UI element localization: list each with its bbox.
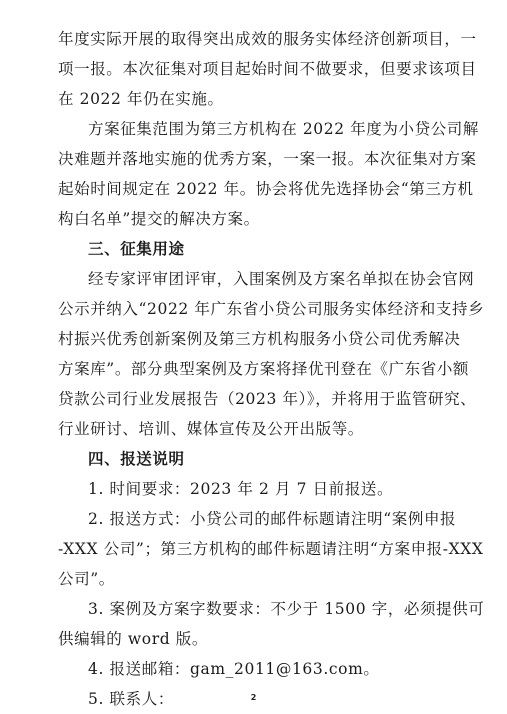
text-line: 经专家评审团评审，入围案例及方案名单拟在协会官网 [88,270,475,288]
item-email [58,654,458,684]
text-line: 在 2022 年仍在实施。 [58,90,224,108]
text-line: 2. 报送方式：小贷公司的邮件标题请注明“案例申报 [88,510,457,528]
text-line: 项一报。本次征集对项目起始时间不做要求，但要求该项目 [58,60,477,78]
text-line: 决难题并落地实施的优秀方案，一案一报。本次征集对方案 [58,150,477,168]
text-line: 4. 报送邮箱：gam_2011@163.com。 [88,660,380,678]
text-line: 方案库”。部分典型案例及方案将择优刊登在《广东省小额 [58,360,470,378]
text-line: 起始时间规定在 2022 年。协会将优先选择协会“第三方机 [58,180,474,198]
document-body [58,24,485,714]
section-heading-usage: 三、征集用途 [88,240,185,258]
text-line: 公司”。 [58,570,115,588]
text-line: 供编辑的 word 版。 [58,630,208,648]
text-line: 3. 案例及方案字数要求：不少于 1500 字，必须提供可 [88,600,485,618]
text-line: -XXX 公司”；第三方机构的邮件标题请注明“方案申报-XXX [58,540,484,558]
text-line: 贷款公司行业发展报告（2023 年）》，并将用于监管研究、 [58,390,477,408]
text-line: 方案征集范围为第三方机构在 2022 年度为小贷公司解 [88,120,480,138]
text-line: 公示并纳入“2022 年广东省小贷公司服务实体经济和支持乡 [58,300,485,318]
text-line: 5. 联系人： [88,690,174,708]
text-line: 1. 时间要求：2023 年 2 月 7 日前报送。 [88,480,394,498]
paragraph-usage [58,264,485,444]
text-line: 行业研讨、培训、媒体宣传及公开出版等。 [58,420,364,438]
paragraph-solution-scope [58,114,480,234]
item-deadline [58,474,458,504]
text-line: 构白名单”提交的解决方案。 [58,210,260,228]
text-line: 年度实际开展的取得突出成效的服务实体经济创新项目，一 [58,30,477,48]
item-word-count [58,594,485,654]
section-heading-submission: 四、报送说明 [88,450,185,468]
page-number: 2 [250,693,257,702]
item-submission-method [58,504,484,594]
paragraph-project-scope [58,24,477,114]
text-line: 村振兴优秀创新案例及第三方机构服务小贷公司优秀解决 [58,330,461,348]
